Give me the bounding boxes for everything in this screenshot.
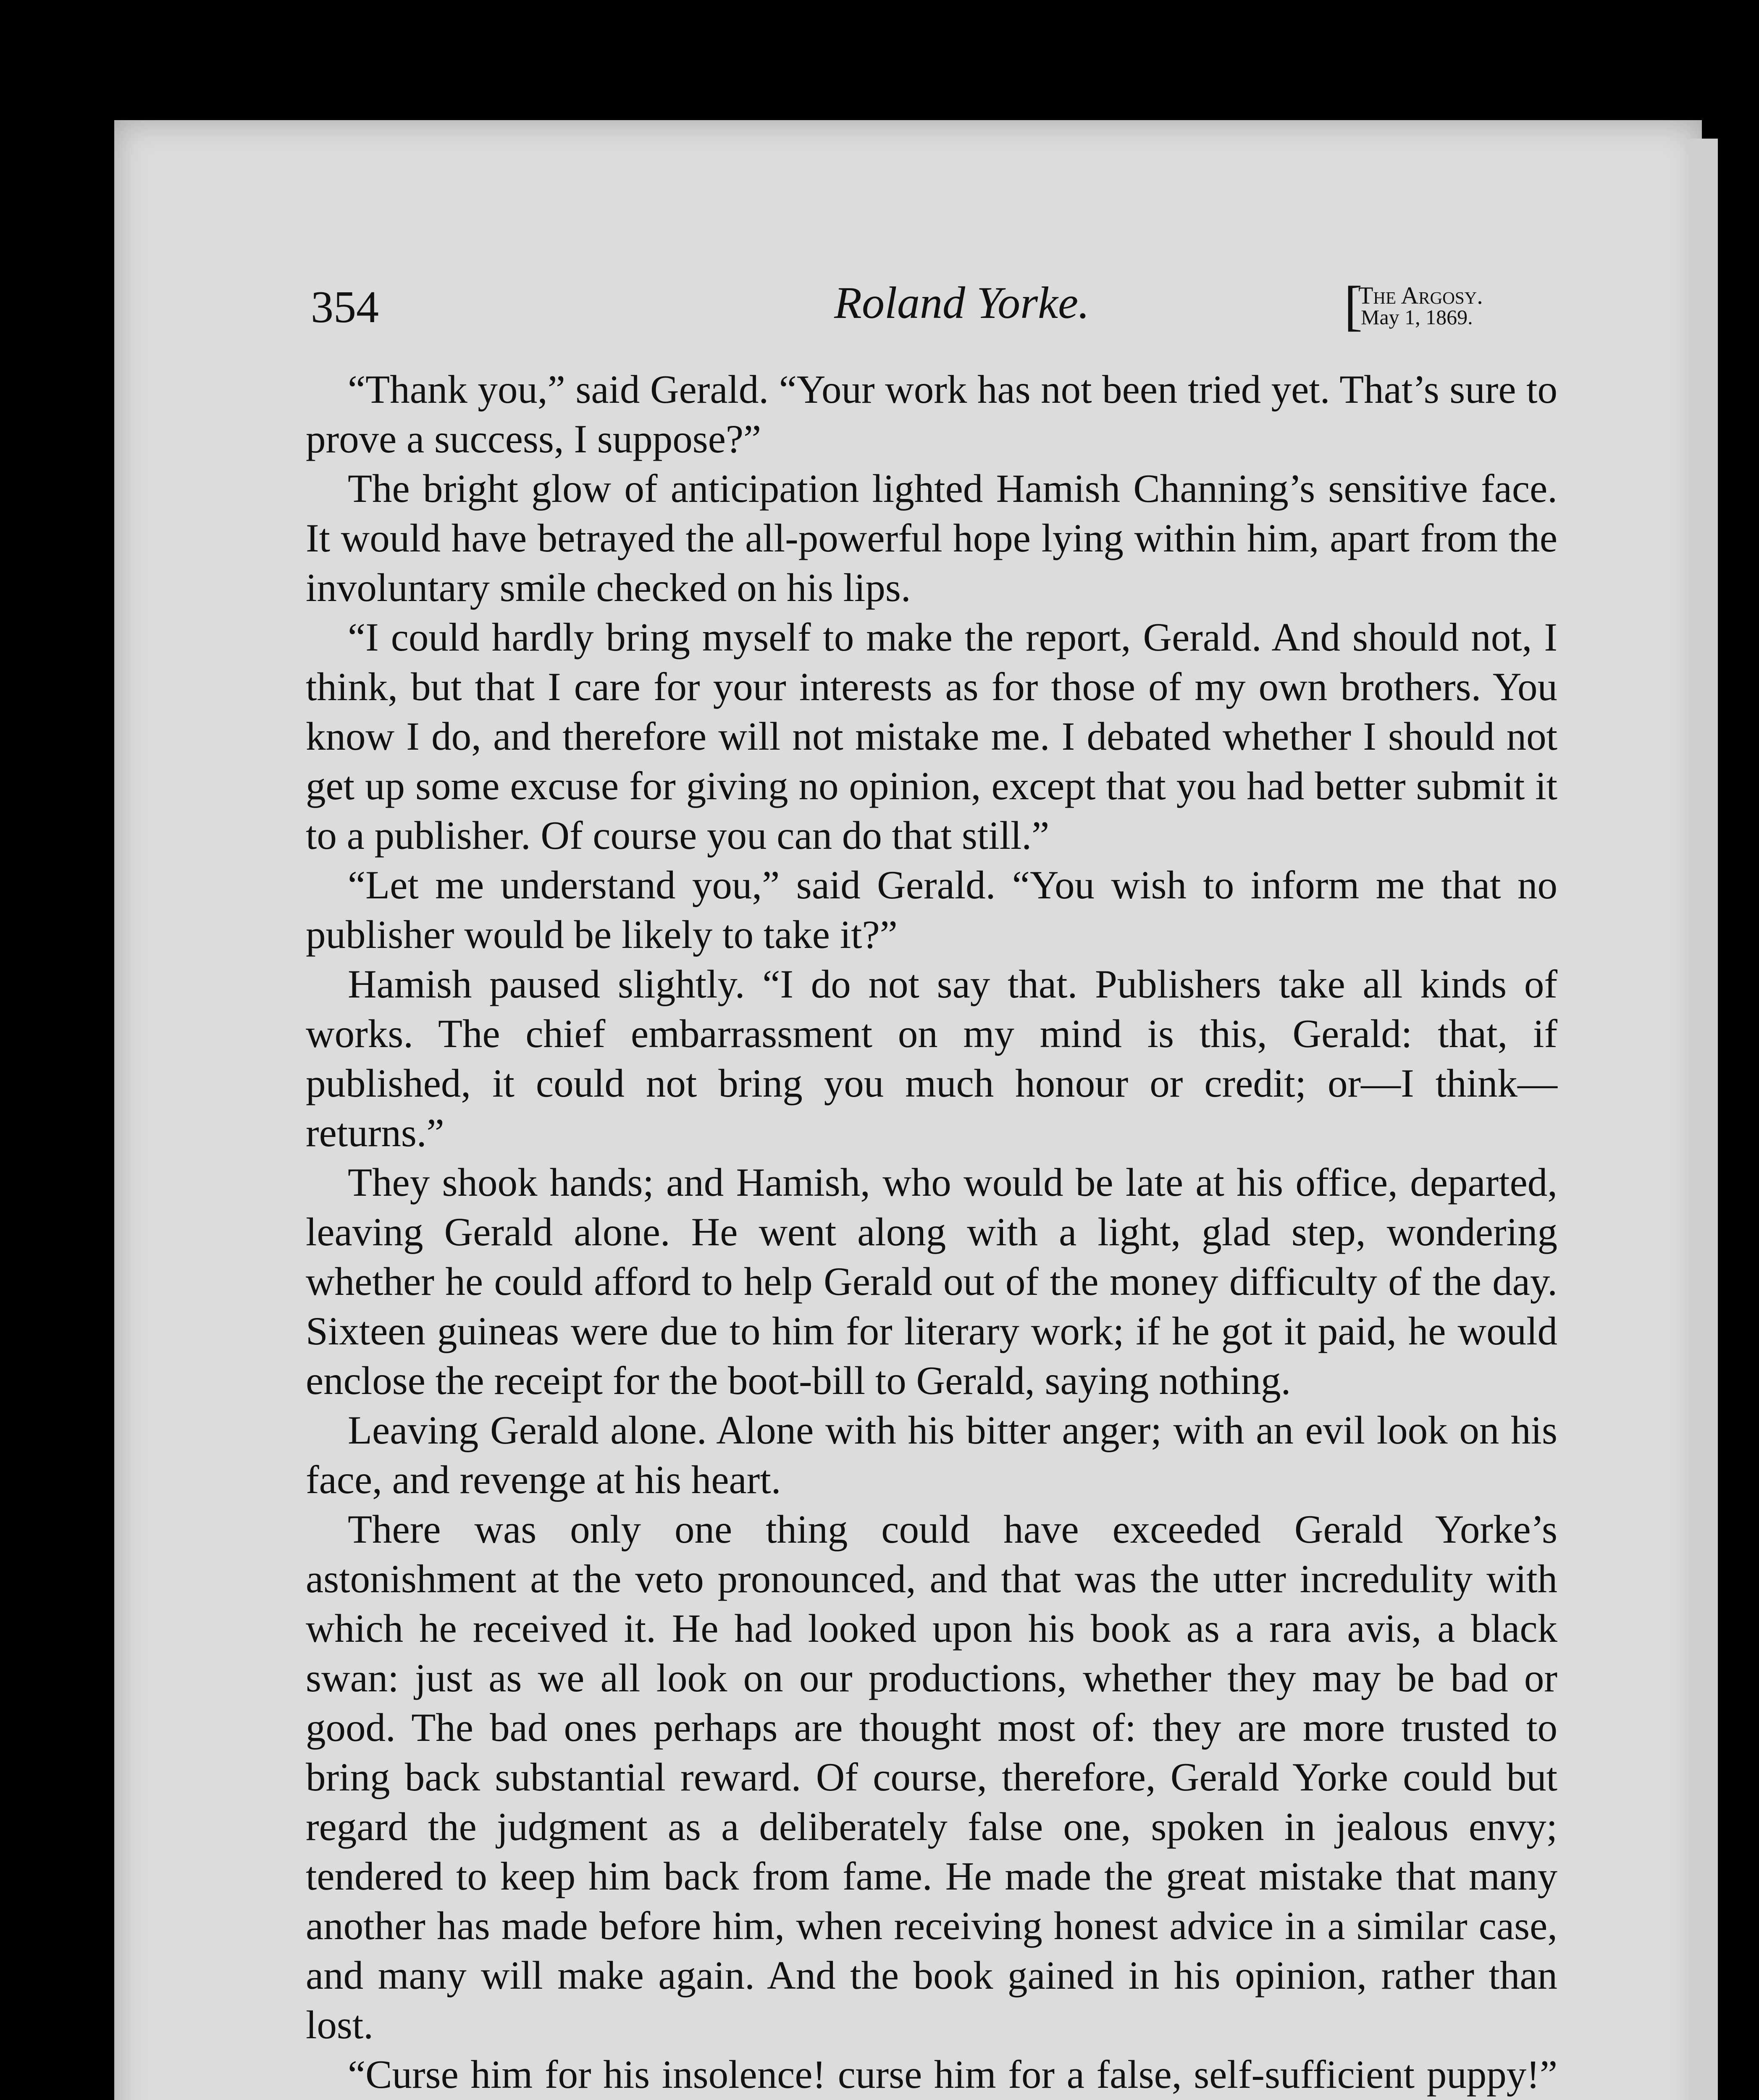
paragraph-8: There was only one thing could have exceeded Gerald Yorke’s astonishment at the veto pronounced, and that was the utter incredulity with which he received it. He had looked upon his book as a rara avis, a black swan: just as we all look on our productions, whether they may be bad or good. The bad ones perhaps are thought most of: they are more trusted to bring back substantial reward. Of course, therefore, Gerald Yorke could but regard the judgment as a deliberately false one, spoken in jealous envy; tendered to keep him back from fame. He made the great mistake that many another has made before him, when receiving honest advice in a similar case, and many will make again. And the book gained in his opinion, rather than lost.: [306, 1507, 1557, 2047]
publication-name: The Argosy.: [1358, 282, 1483, 309]
running-title: Roland Yorke.: [834, 278, 1090, 328]
body-text: [306, 365, 1557, 2100]
publication-info: [1344, 275, 1546, 336]
publication-bracket: [: [1344, 275, 1363, 336]
page-edge: [1688, 139, 1718, 2100]
page-header: [197, 277, 1550, 353]
publication-date: May 1, 1869.: [1361, 305, 1473, 329]
page-number: 354: [311, 282, 379, 332]
paragraph-5: Hamish paused slightly. “I do not say that. Publishers take all kinds of works. The chief embarrassment on my mind is this, Gerald: that, if published, it could not bring you much honour or credit; or—I think—returns.”: [306, 962, 1557, 1155]
paragraph-6: They shook hands; and Hamish, who would be late at his office, departed, leaving Gerald alone. He went along with a light, glad step, wondering whether he could afford to help Gerald out of the money difficulty of the day. Sixteen guineas were due to him for literary work; if he got it paid, he would enclose the receipt for the boot-bill to Gerald, saying nothing.: [306, 1160, 1557, 1403]
paragraph-9: “Curse him for his insolence! curse him for a false, self-sufficient puppy!”: [348, 2052, 1557, 2097]
paragraph-1: “Thank you,” said Gerald. “Your work has not been tried yet. That’s sure to prove a success, I suppose?”: [306, 367, 1557, 461]
paragraph-3: “I could hardly bring myself to make the report, Gerald. And should not, I think, but that I care for your interests as for those of my own brothers. You know I do, and therefore will not mistake me. I debated whether I should not get up some excuse for giving no opinion, except that you had better submit it to a publisher. Of course you can do that still.”: [306, 615, 1557, 858]
paragraph-2: The bright glow of anticipation lighted Hamish Channing’s sensitive face. It would have betrayed the all-powerful hope lying within him, apart from the involuntary smile checked on his lips.: [306, 466, 1557, 610]
paragraph-4: “Let me understand you,” said Gerald. “You wish to inform me that no publisher would be likely to take it?”: [306, 863, 1557, 957]
paragraph-7: Leaving Gerald alone. Alone with his bitter anger; with an evil look on his face, and revenge at his heart.: [306, 1408, 1557, 1502]
